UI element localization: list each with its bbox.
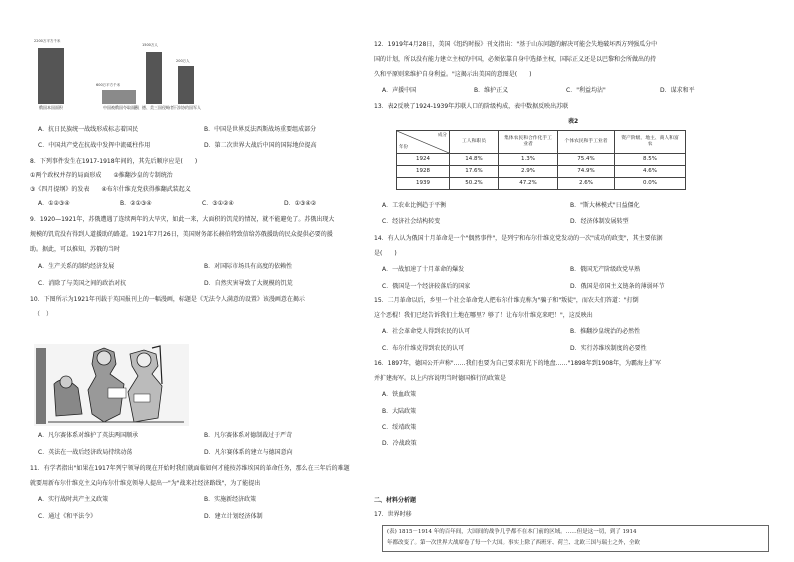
q9-stem: 助。据此，可以推知，苏俄的当时 [30,246,121,253]
table-header: 个体农民和手工业者 [558,131,615,154]
table-corner-cell [397,131,450,154]
chart-bar-value: 1500万人 [142,43,158,47]
q14-option-a: A．一战加速了十月革命的爆发 [382,266,465,273]
q16-stem: 16．1897年，德国公开声称"……我们也要为自己要求阳光下的地盘……"1898年到1908年，为霸海上扩军 [374,360,661,367]
q8-option-d: D．①③④② [284,200,317,207]
table-cell: 0.0% [615,178,686,190]
section-heading: 二、材料分析题 [374,497,417,504]
table-cell: 17.6% [450,166,499,178]
chart-bar-value: 600万平方千米 [96,83,121,87]
q9-option-a: A．生产关系的制约经济发展 [38,263,115,270]
table-cell: 75.4% [558,154,615,166]
q9-stem: 规模的饥荒没有得到人道援助的路道。1921年7月26日，美国财务部长赫伯特致信给苏俄援助的民众提供必要的援 [30,231,333,238]
corner-label-bottom: 年份 [399,145,408,150]
q13-option-a: A．工农业比例趋于平衡 [382,202,447,209]
q8-items: ①两个政权并存的局面形成 ②推翻沙皇的专制统治 [30,172,173,179]
q14-stem: 14．有人认为俄国十月革命是一个"偶然事件"，是列宁和布尔什维克党发动的一次"成功的政变"，其主要依据 [374,235,663,242]
table-cell: 74.9% [558,166,615,178]
table-cell: 4.6% [615,166,686,178]
q16-option-c: C．绥靖政策 [382,424,417,431]
quote-line: 年都改变了。第一次世界大战席卷了每一个大国。事实上除了西班牙、荷兰、北欧三国与瑞士之外，全欧 [387,540,641,546]
chart-bar [178,66,194,104]
table-cell: 2.9% [499,166,558,178]
table-cell: 1.3% [499,154,558,166]
table-cell: 2.6% [558,178,615,190]
q11-option-a: A．实行战时共产主义政策 [38,496,109,503]
table-cell: 14.8% [450,154,499,166]
q8-option-b: B．②①③④ [120,200,152,207]
table-header: 工人和职员 [450,131,499,154]
corner-label-top: 成分 [438,133,447,138]
q14-stem: 是( ) [374,250,397,257]
q10-option-a: A．凡尔赛体系对维护了英法两国顺承 [38,432,139,439]
q13-stem: 13．表2反映了1924-1939年苏联人口的阶级构成，表中数据反映出苏联 [374,103,569,110]
chart-bar-value: 200万人 [176,59,190,63]
q12-option-d: D．谋求和平 [660,87,695,94]
q9-option-c: C．消除了与美国之间的政治对抗 [38,280,127,287]
q14-option-c: C．俄国是一个经济较落后的国家 [382,283,471,290]
q7-option-b: B．中国是世界反法西斯战场重要组成部分 [204,126,317,133]
q9-option-b: B．对国际市场具有高度的依赖性 [204,263,293,270]
chart-bar [146,52,162,104]
q8-option-c: C．③①②④ [202,200,234,207]
q8-stem: 8．下列事件发生在1917-1918年间的，其先后顺序应是( ) [30,158,198,165]
q16-option-d: D．冷战政策 [382,440,417,447]
q8-option-a: A．①②③④ [38,200,70,207]
table-cell: 1928 [397,166,450,178]
territory-chart [30,36,230,116]
q10-stem: （ ） [34,311,53,318]
table-cell: 1924 [397,154,450,166]
table-cell: 8.5% [615,154,686,166]
q12-stem: 久和平原则来维护自身利益。"这揭示出美国的意图是( ) [374,71,532,78]
q8-items: ③《四月提纲》的发表 ④布尔什维克党获得推翻武装起义 [30,186,191,193]
table-cell: 50.2% [450,178,499,190]
q9-option-d: D．自然灾害导致了大规模的饥荒 [204,280,293,287]
source-quote-box [382,525,769,552]
q7-option-a: A．抗日民族统一战线形成标志着国民 [38,126,139,133]
q15-stem: 15．二月革命以后，乡里一个社会革命党人把布尔什维克称为"骗子和"叛徒"，而农夫们答道："打倒 [374,297,639,304]
q7-option-d: D．第二次世界大战后中国的国际地位提高 [204,142,317,149]
table-title: 表2 [568,118,579,125]
q12-stem: 12．1919年4月28日，美国《纽约时报》刊文指出："基于山东问题的解决可能会失地破坏西方列强瓜分中 [374,41,658,48]
q13-option-c: C．经济社会结构转变 [382,218,441,225]
q12-option-b: B．维护正义 [474,87,509,94]
q10-option-b: B．凡尔赛体系对德制裁过于严苛 [204,432,293,439]
population-table [396,130,686,190]
chart-bar-caption: 俄国本国面积 [39,105,63,110]
q15-option-b: B．推翻沙皇统治的必然性 [570,328,641,335]
q10-stem: 10．下图所示为1921年刊载于英国报刊上的一幅漫画，标题是《无法令人满意的设置》该漫画意在揭示 [30,296,305,303]
table-row [397,178,686,190]
q14-option-d: D．俄国是帝国主义链条的薄弱环节 [570,283,665,290]
political-cartoon [34,344,189,426]
q11-stem: 就要用新布尔什维克主义向布尔什维克领导人提出一"为"战来社经济路线"，为了能提出 [30,480,261,487]
table-cell: 1939 [397,178,450,190]
q13-option-d: D．经济体制发展转型 [570,218,629,225]
q10-option-c: C．英法在一战后经济政局持续动荡 [38,449,133,456]
table-row [397,154,686,166]
q9-stem: 9．1920—1921年，苏俄遭遇了连续两年的大旱灾，如此一来，大面积的饥荒的情况，就不能避免了。苏俄出现大 [30,216,335,223]
q16-stem: 并扩建海军。以上内容说明当时德国推行的政策是 [374,375,507,382]
q15-option-a: A．社会革命党人得到农民的认可 [382,328,471,335]
q10-option-d: D．凡尔赛体系的建立与德国意向 [204,449,293,456]
q11-option-d: D．建立计划经济体制 [204,513,263,520]
chart-bar [102,90,136,104]
q16-option-a: A．铁血政策 [382,391,417,398]
q12-stem: 国的计划，所以没有能力建立主权的中国，必须依靠自身中选择主权，国际正义还是以巴黎和会所做出的持 [374,56,657,63]
q7-option-c: C．中国共产党在抗战中发挥中流砥柱作用 [38,142,151,149]
q15-option-c: C．布尔什维克得到农民的认可 [382,345,465,352]
table-cell: 47.2% [499,178,558,190]
q12-option-a: A．声援中国 [382,87,417,94]
q11-stem: 11．有学者指出"如果在1917年列宁领导的现在开始时我们就面临如何才能按苏维埃国的革命任务，那么在三年后的难题 [30,465,350,472]
q15-stem: 这个恶棍！我们已经告诉我们土地在哪里？够了！让布尔什维克来吧！"，这反映出 [374,312,593,319]
table-header: 资产阶级、地主、商人和富农 [615,131,686,154]
table-row [397,166,686,178]
q15-option-d: D．实行苏维埃制度的必要性 [570,345,647,352]
chart-bar-caption: 中国被俄国夺取面积 [103,105,139,110]
chart-bar-caption: 干涉协约国军人 [173,105,201,110]
table-header: 集体农民和合作化手工业者 [499,131,558,154]
chart-bar-value: 2200万平方千米 [34,39,61,43]
q12-option-c: C．"利益均沾" [566,87,606,94]
chart-bar [38,48,64,104]
q13-option-b: B．"斯大林模式"日益僵化 [570,202,640,209]
q17-title: 17．世界时移 [374,511,412,518]
q11-option-b: B．实施新经济政策 [204,496,257,503]
q11-option-c: C．通过《和平法令》 [38,513,97,520]
q14-option-b: B．俄国无产阶级政党早熟 [570,266,641,273]
quote-line: (表) 1815－1914 年的百年间，大国间的战争几乎都不在本门前的区域。……但是这一切，到了 1914 [387,529,637,535]
chart-bar-caption: 日、德、美三国侵略者 [134,105,174,110]
q16-option-b: B．大陆政策 [382,408,417,415]
